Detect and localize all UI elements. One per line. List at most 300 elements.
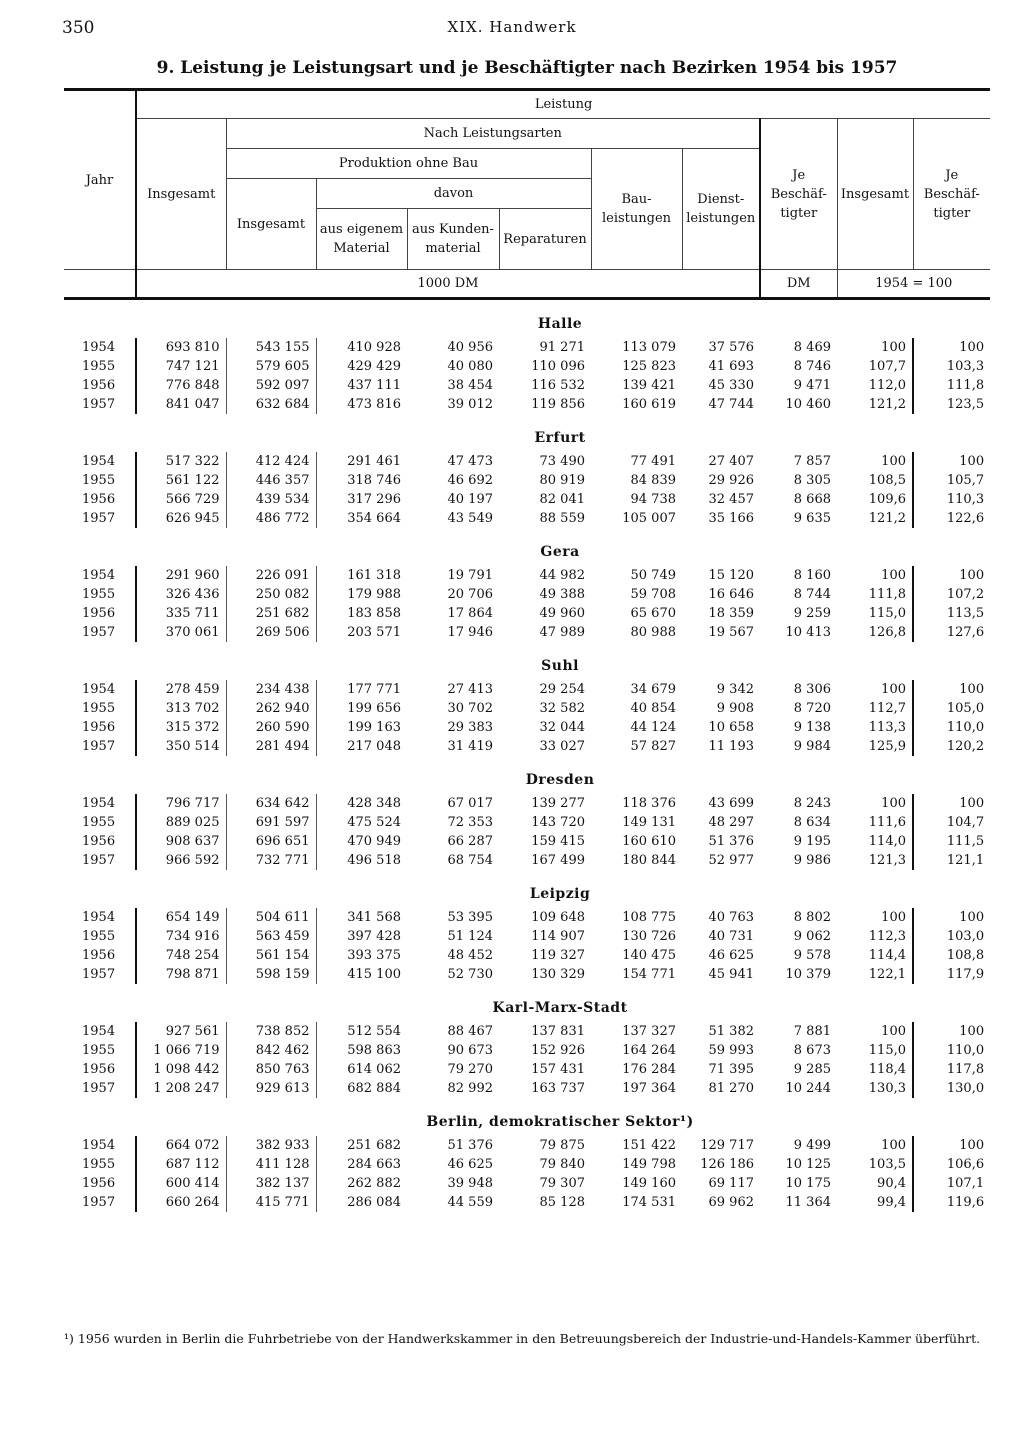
col-jahr: Jahr: [64, 90, 136, 270]
value-cell: 561 154: [226, 946, 316, 965]
value-cell: 82 992: [447, 1081, 493, 1096]
col-dienstleistungen: Dienst-leistungen: [682, 149, 760, 270]
table-row: [64, 395, 990, 414]
table-row: [64, 1079, 990, 1098]
value-cell: 504 611: [226, 908, 316, 927]
year-cell: 1957: [82, 739, 116, 754]
value-cell: 113 079: [622, 340, 676, 355]
value-cell: 140 475: [622, 948, 676, 963]
value-cell: 112,0: [868, 378, 906, 393]
value-cell: 44 982: [539, 568, 585, 583]
value-cell: 125,9: [868, 739, 906, 754]
value-cell: 9 499: [793, 1138, 831, 1153]
value-cell: 632 684: [226, 395, 316, 414]
value-cell: 566 729: [136, 490, 226, 509]
value-cell: 69 117: [708, 1176, 754, 1191]
value-cell: 119 327: [531, 948, 585, 963]
col-aus-kundenmaterial: aus Kunden-material: [407, 209, 499, 270]
value-cell: 77 491: [630, 454, 676, 469]
value-cell: 40 956: [447, 340, 493, 355]
col-aus-eigenem-material: aus eigenem Material: [316, 209, 407, 270]
unit-dm: DM: [760, 270, 837, 299]
table-row: [64, 1060, 990, 1079]
value-cell: 32 044: [539, 720, 585, 735]
value-cell: 8 243: [793, 796, 831, 811]
value-cell: 664 072: [136, 1136, 226, 1155]
value-cell: 27 407: [708, 454, 754, 469]
region-name: Gera: [540, 543, 580, 560]
value-cell: 734 916: [136, 927, 226, 946]
value-cell: 109 648: [531, 910, 585, 925]
value-cell: 19 791: [447, 568, 493, 583]
table-row: [64, 509, 990, 528]
value-cell: 8 802: [793, 910, 831, 925]
value-cell: 73 490: [539, 454, 585, 469]
value-cell: 1 066 719: [136, 1041, 226, 1060]
region-name: Suhl: [541, 657, 579, 674]
value-cell: 226 091: [226, 566, 316, 585]
value-cell: 32 582: [539, 701, 585, 716]
value-cell: 563 459: [226, 927, 316, 946]
table-row: [64, 737, 990, 756]
value-cell: 111,8: [913, 376, 990, 395]
year-cell: 1954: [82, 568, 116, 583]
value-cell: 79 270: [447, 1062, 493, 1077]
value-cell: 112,7: [868, 701, 906, 716]
table-row: [64, 585, 990, 604]
value-cell: 281 494: [226, 737, 316, 756]
region-name: Karl-Marx-Stadt: [492, 999, 628, 1016]
value-cell: 475 524: [316, 813, 407, 832]
value-cell: 841 047: [136, 395, 226, 414]
value-cell: 11 364: [785, 1195, 831, 1210]
value-cell: 164 264: [622, 1043, 676, 1058]
value-cell: 29 926: [708, 473, 754, 488]
value-cell: 598 863: [316, 1041, 407, 1060]
value-cell: 696 651: [226, 832, 316, 851]
year-cell: 1956: [82, 1176, 116, 1191]
value-cell: 260 590: [226, 718, 316, 737]
value-cell: 108,5: [868, 473, 906, 488]
year-cell: 1954: [82, 340, 116, 355]
value-cell: 108,8: [913, 946, 990, 965]
value-cell: 88 559: [539, 511, 585, 526]
value-cell: 437 111: [316, 376, 407, 395]
value-cell: 100: [881, 1138, 906, 1153]
value-cell: 100: [913, 452, 990, 471]
value-cell: 20 706: [447, 587, 493, 602]
value-cell: 149 131: [622, 815, 676, 830]
value-cell: 46 692: [447, 473, 493, 488]
value-cell: 203 571: [316, 623, 407, 642]
value-cell: 100: [881, 1024, 906, 1039]
table-row: [64, 452, 990, 471]
value-cell: 79 307: [539, 1176, 585, 1191]
value-cell: 139 421: [622, 378, 676, 393]
value-cell: 177 771: [316, 680, 407, 699]
value-cell: 8 634: [793, 815, 831, 830]
value-cell: 10 125: [785, 1157, 831, 1172]
value-cell: 9 908: [716, 701, 754, 716]
value-cell: 99,4: [877, 1195, 906, 1210]
value-cell: 107,7: [868, 359, 906, 374]
data-table: [64, 88, 990, 1212]
table-row: [64, 1193, 990, 1212]
value-cell: 149 798: [622, 1157, 676, 1172]
value-cell: 8 160: [793, 568, 831, 583]
value-cell: 40 854: [630, 701, 676, 716]
value-cell: 139 277: [531, 796, 585, 811]
footnote: ¹) 1956 wurden in Berlin die Fuhrbetriebe von der Handwerkskammer in den Betreuungsbereich der Industrie-und-Handels-Kammer überführt.: [64, 1331, 981, 1346]
value-cell: 53 395: [447, 910, 493, 925]
value-cell: 174 531: [622, 1195, 676, 1210]
value-cell: 842 462: [226, 1041, 316, 1060]
value-cell: 126,8: [868, 625, 906, 640]
value-cell: 105,0: [913, 699, 990, 718]
value-cell: 429 429: [316, 357, 407, 376]
year-cell: 1956: [82, 378, 116, 393]
value-cell: 470 949: [316, 832, 407, 851]
value-cell: 48 297: [708, 815, 754, 830]
year-cell: 1955: [82, 359, 116, 374]
table-row: [64, 1041, 990, 1060]
value-cell: 796 717: [136, 794, 226, 813]
value-cell: 776 848: [136, 376, 226, 395]
region-heading-row: [64, 984, 990, 1022]
value-cell: 121,3: [868, 853, 906, 868]
value-cell: 51 124: [447, 929, 493, 944]
value-cell: 8 720: [793, 701, 831, 716]
table-row: [64, 376, 990, 395]
value-cell: 84 839: [630, 473, 676, 488]
table-row: [64, 718, 990, 737]
value-cell: 47 473: [447, 454, 493, 469]
value-cell: 179 988: [316, 585, 407, 604]
value-cell: 46 625: [708, 948, 754, 963]
value-cell: 929 613: [226, 1079, 316, 1098]
value-cell: 90,4: [877, 1176, 906, 1191]
value-cell: 600 414: [136, 1174, 226, 1193]
value-cell: 10 460: [785, 397, 831, 412]
value-cell: 11 193: [708, 739, 754, 754]
value-cell: 370 061: [136, 623, 226, 642]
value-cell: 1 098 442: [136, 1060, 226, 1079]
table-row: [64, 908, 990, 927]
value-cell: 335 711: [136, 604, 226, 623]
year-cell: 1957: [82, 397, 116, 412]
value-cell: 152 926: [531, 1043, 585, 1058]
value-cell: 183 858: [316, 604, 407, 623]
value-cell: 8 668: [793, 492, 831, 507]
unit-index: 1954 = 100: [837, 270, 990, 299]
table-row: [64, 680, 990, 699]
region-name: Halle: [537, 315, 583, 332]
value-cell: 47 989: [539, 625, 585, 640]
value-cell: 114,4: [868, 948, 906, 963]
value-cell: 121,1: [913, 851, 990, 870]
value-cell: 81 270: [708, 1081, 754, 1096]
value-cell: 199 163: [316, 718, 407, 737]
value-cell: 262 882: [316, 1174, 407, 1193]
value-cell: 59 708: [630, 587, 676, 602]
value-cell: 117,8: [913, 1060, 990, 1079]
col-bauleistungen: Bau-leistungen: [591, 149, 682, 270]
region-heading-row: [64, 1098, 990, 1136]
value-cell: 39 948: [447, 1176, 493, 1191]
value-cell: 908 637: [136, 832, 226, 851]
table-row: [64, 794, 990, 813]
value-cell: 59 993: [708, 1043, 754, 1058]
value-cell: 159 415: [531, 834, 585, 849]
year-cell: 1955: [82, 1043, 116, 1058]
value-cell: 1 208 247: [136, 1079, 226, 1098]
year-cell: 1954: [82, 1138, 116, 1153]
col-je-beschaeftigter-index: Je Beschäf-tigter: [913, 119, 990, 270]
value-cell: 197 364: [622, 1081, 676, 1096]
table-row: [64, 965, 990, 984]
value-cell: 100: [881, 454, 906, 469]
value-cell: 130 726: [622, 929, 676, 944]
year-cell: 1956: [82, 834, 116, 849]
value-cell: 496 518: [316, 851, 407, 870]
header-produktion-ohne-bau: Produktion ohne Bau: [226, 149, 591, 179]
value-cell: 410 928: [316, 338, 407, 357]
value-cell: 71 395: [708, 1062, 754, 1077]
value-cell: 382 137: [226, 1174, 316, 1193]
table-row: [64, 1136, 990, 1155]
value-cell: 106,6: [913, 1155, 990, 1174]
region-heading-row: [64, 528, 990, 566]
table-row: [64, 1174, 990, 1193]
value-cell: 112,3: [868, 929, 906, 944]
value-cell: 38 454: [447, 378, 493, 393]
value-cell: 130,0: [913, 1079, 990, 1098]
value-cell: 122,6: [913, 509, 990, 528]
value-cell: 100: [913, 1136, 990, 1155]
value-cell: 45 330: [708, 378, 754, 393]
table-row: [64, 338, 990, 357]
value-cell: 118 376: [622, 796, 676, 811]
region-heading-row: [64, 870, 990, 908]
table-row: [64, 927, 990, 946]
year-cell: 1956: [82, 948, 116, 963]
value-cell: 234 438: [226, 680, 316, 699]
year-cell: 1956: [82, 720, 116, 735]
value-cell: 110 096: [531, 359, 585, 374]
value-cell: 9 195: [793, 834, 831, 849]
value-cell: 122,1: [868, 967, 906, 982]
value-cell: 68 754: [447, 853, 493, 868]
value-cell: 412 424: [226, 452, 316, 471]
value-cell: 180 844: [622, 853, 676, 868]
value-cell: 48 452: [447, 948, 493, 963]
value-cell: 251 682: [226, 604, 316, 623]
value-cell: 738 852: [226, 1022, 316, 1041]
value-cell: 350 514: [136, 737, 226, 756]
value-cell: 113,3: [868, 720, 906, 735]
value-cell: 51 382: [708, 1024, 754, 1039]
value-cell: 17 946: [447, 625, 493, 640]
value-cell: 8 305: [793, 473, 831, 488]
value-cell: 486 772: [226, 509, 316, 528]
year-cell: 1954: [82, 796, 116, 811]
region-name: Dresden: [525, 771, 595, 788]
value-cell: 10 413: [785, 625, 831, 640]
value-cell: 517 322: [136, 452, 226, 471]
value-cell: 110,3: [913, 490, 990, 509]
value-cell: 8 673: [793, 1043, 831, 1058]
table-row: [64, 699, 990, 718]
value-cell: 119,6: [913, 1193, 990, 1212]
value-cell: 29 254: [539, 682, 585, 697]
value-cell: 100: [881, 568, 906, 583]
value-cell: 126 186: [700, 1157, 754, 1172]
value-cell: 27 413: [447, 682, 493, 697]
value-cell: 850 763: [226, 1060, 316, 1079]
year-cell: 1954: [82, 910, 116, 925]
value-cell: 160 619: [622, 397, 676, 412]
value-cell: 107,2: [913, 585, 990, 604]
value-cell: 291 461: [316, 452, 407, 471]
year-cell: 1956: [82, 1062, 116, 1077]
value-cell: 10 658: [708, 720, 754, 735]
value-cell: 217 048: [316, 737, 407, 756]
unit-1000dm: 1000 DM: [136, 270, 760, 299]
value-cell: 94 738: [630, 492, 676, 507]
value-cell: 687 112: [136, 1155, 226, 1174]
table-row: [64, 1022, 990, 1041]
value-cell: 82 041: [539, 492, 585, 507]
year-cell: 1954: [82, 1024, 116, 1039]
value-cell: 100: [881, 682, 906, 697]
value-cell: 116 532: [531, 378, 585, 393]
value-cell: 9 285: [793, 1062, 831, 1077]
region-heading-row: [64, 299, 990, 339]
value-cell: 543 155: [226, 338, 316, 357]
value-cell: 100: [881, 910, 906, 925]
value-cell: 9 578: [793, 948, 831, 963]
value-cell: 411 128: [226, 1155, 316, 1174]
value-cell: 9 471: [793, 378, 831, 393]
value-cell: 103,5: [868, 1157, 906, 1172]
value-cell: 49 960: [539, 606, 585, 621]
table-header: [64, 90, 990, 299]
value-cell: 100: [913, 566, 990, 585]
value-cell: 115,0: [868, 1043, 906, 1058]
value-cell: 284 663: [316, 1155, 407, 1174]
value-cell: 660 264: [136, 1193, 226, 1212]
year-cell: 1956: [82, 606, 116, 621]
value-cell: 52 977: [708, 853, 754, 868]
year-cell: 1957: [82, 853, 116, 868]
value-cell: 67 017: [447, 796, 493, 811]
value-cell: 47 744: [708, 397, 754, 412]
value-cell: 118,4: [868, 1062, 906, 1077]
value-cell: 44 559: [447, 1195, 493, 1210]
value-cell: 16 646: [708, 587, 754, 602]
value-cell: 29 383: [447, 720, 493, 735]
value-cell: 46 625: [447, 1157, 493, 1172]
table-body: [64, 299, 990, 1213]
year-cell: 1955: [82, 929, 116, 944]
value-cell: 428 348: [316, 794, 407, 813]
value-cell: 40 731: [708, 929, 754, 944]
value-cell: 250 082: [226, 585, 316, 604]
value-cell: 100: [913, 1022, 990, 1041]
year-cell: 1957: [82, 625, 116, 640]
region-heading-row: [64, 642, 990, 680]
value-cell: 104,7: [913, 813, 990, 832]
value-cell: 66 287: [447, 834, 493, 849]
value-cell: 439 534: [226, 490, 316, 509]
value-cell: 315 372: [136, 718, 226, 737]
value-cell: 7 857: [793, 454, 831, 469]
value-cell: 278 459: [136, 680, 226, 699]
value-cell: 103,0: [913, 927, 990, 946]
value-cell: 33 027: [539, 739, 585, 754]
value-cell: 9 635: [793, 511, 831, 526]
value-cell: 579 605: [226, 357, 316, 376]
value-cell: 313 702: [136, 699, 226, 718]
value-cell: 88 467: [447, 1024, 493, 1039]
value-cell: 117,9: [913, 965, 990, 984]
value-cell: 199 656: [316, 699, 407, 718]
value-cell: 251 682: [316, 1136, 407, 1155]
value-cell: 114 907: [531, 929, 585, 944]
value-cell: 149 160: [622, 1176, 676, 1191]
value-cell: 34 679: [630, 682, 676, 697]
value-cell: 100: [881, 796, 906, 811]
value-cell: 57 827: [630, 739, 676, 754]
value-cell: 927 561: [136, 1022, 226, 1041]
value-cell: 35 166: [708, 511, 754, 526]
value-cell: 143 720: [531, 815, 585, 830]
value-cell: 129 717: [700, 1138, 754, 1153]
value-cell: 9 062: [793, 929, 831, 944]
value-cell: 45 941: [708, 967, 754, 982]
table-row: [64, 566, 990, 585]
value-cell: 732 771: [226, 851, 316, 870]
table-row: [64, 357, 990, 376]
value-cell: 634 642: [226, 794, 316, 813]
value-cell: 114,0: [868, 834, 906, 849]
value-cell: 748 254: [136, 946, 226, 965]
table-row: [64, 471, 990, 490]
value-cell: 291 960: [136, 566, 226, 585]
year-cell: 1955: [82, 815, 116, 830]
value-cell: 80 919: [539, 473, 585, 488]
value-cell: 110,0: [913, 718, 990, 737]
value-cell: 40 763: [708, 910, 754, 925]
value-cell: 326 436: [136, 585, 226, 604]
value-cell: 354 664: [316, 509, 407, 528]
region-name: Berlin, demokratischer Sektor¹): [426, 1113, 694, 1130]
value-cell: 119 856: [531, 397, 585, 412]
value-cell: 341 568: [316, 908, 407, 927]
value-cell: 614 062: [316, 1060, 407, 1079]
year-cell: 1957: [82, 511, 116, 526]
value-cell: 691 597: [226, 813, 316, 832]
value-cell: 626 945: [136, 509, 226, 528]
value-cell: 393 375: [316, 946, 407, 965]
value-cell: 110,0: [913, 1041, 990, 1060]
header-leistung: Leistung: [136, 90, 990, 119]
value-cell: 598 159: [226, 965, 316, 984]
page-header: [0, 18, 1024, 42]
value-cell: 10 244: [785, 1081, 831, 1096]
value-cell: 51 376: [447, 1138, 493, 1153]
value-cell: 19 567: [708, 625, 754, 640]
